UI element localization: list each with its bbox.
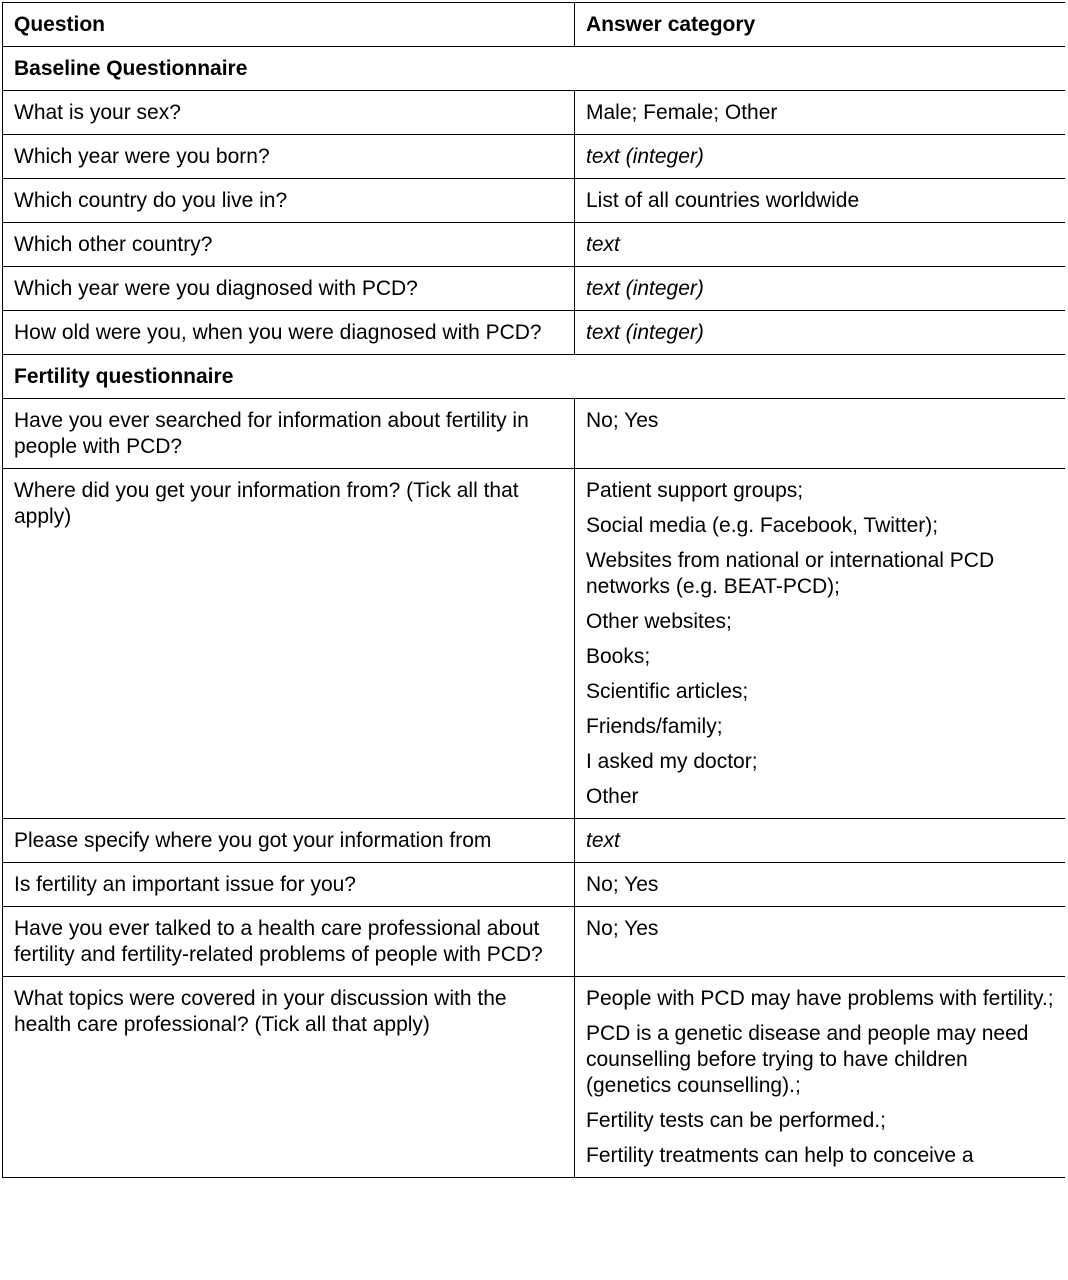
question-cell: Have you ever searched for information about fertility in people with PCD?: [3, 399, 575, 469]
answer-option: Fertility tests can be performed.;: [586, 1109, 886, 1132]
question-cell: What is your sex?: [3, 91, 575, 135]
question-cell: What topics were covered in your discussion with the health care professional? (Tick all that apply): [3, 977, 575, 1178]
answer-option: text (integer): [586, 145, 704, 168]
answer-cell: [575, 977, 1066, 1178]
answer-option: I asked my doctor;: [586, 750, 758, 773]
table-row: [3, 179, 1066, 223]
answer-option: Social media (e.g. Facebook, Twitter);: [586, 514, 939, 537]
table-row: [3, 223, 1066, 267]
questionnaire-table: [2, 2, 1065, 1178]
question-cell: Please specify where you got your information from: [3, 819, 575, 863]
answer-option: Other: [586, 785, 639, 808]
answer-option: Patient support groups;: [586, 479, 804, 502]
table-row: [3, 399, 1066, 469]
table-row: [3, 135, 1066, 179]
answer-option: Friends/family;: [586, 715, 723, 738]
table-row: [3, 907, 1066, 977]
question-cell: Have you ever talked to a health care professional about fertility and fertility-related problems of people with PCD?: [3, 907, 575, 977]
table-row: [3, 469, 1066, 819]
questionnaire-document: [2, 2, 1065, 1272]
table-row: [3, 91, 1066, 135]
table-body: [3, 47, 1066, 1178]
table-header-row: [3, 3, 1066, 47]
answer-cell: [575, 179, 1066, 223]
table-row: [3, 311, 1066, 355]
question-cell: Is fertility an important issue for you?: [3, 863, 575, 907]
answer-option: Male; Female; Other: [586, 101, 778, 124]
answer-option: Fertility treatments can help to conceive a: [586, 1144, 974, 1167]
answer-option: Other websites;: [586, 610, 732, 633]
answer-cell: [575, 399, 1066, 469]
answer-option: People with PCD may have problems with fertility.;: [586, 987, 1054, 1010]
answer-option: text: [586, 829, 620, 852]
table-row: [3, 819, 1066, 863]
section-title: Fertility questionnaire: [3, 355, 1066, 399]
answer-cell: [575, 469, 1066, 819]
answer-cell: [575, 223, 1066, 267]
question-cell: How old were you, when you were diagnosed with PCD?: [3, 311, 575, 355]
answer-cell: [575, 863, 1066, 907]
answer-option: Books;: [586, 645, 651, 668]
question-cell: Which other country?: [3, 223, 575, 267]
answer-cell: [575, 267, 1066, 311]
question-cell: Which year were you born?: [3, 135, 575, 179]
answer-option: List of all countries worldwide: [586, 189, 860, 212]
answer-option: Websites from national or international PCD networks (e.g. BEAT-PCD);: [586, 549, 995, 598]
answer-cell: [575, 819, 1066, 863]
answer-cell: [575, 311, 1066, 355]
answer-option: No; Yes: [586, 409, 659, 432]
question-cell: Where did you get your information from? (Tick all that apply): [3, 469, 575, 819]
section-title: Baseline Questionnaire: [3, 47, 1066, 91]
answer-option: No; Yes: [586, 873, 659, 896]
section-header-row: [3, 355, 1066, 399]
answer-cell: [575, 135, 1066, 179]
question-cell: Which country do you live in?: [3, 179, 575, 223]
answer-option: No; Yes: [586, 917, 659, 940]
answer-cell: [575, 907, 1066, 977]
table-row: [3, 977, 1066, 1178]
answer-option: text (integer): [586, 277, 704, 300]
column-header-question: Question: [3, 3, 575, 47]
table-row: [3, 863, 1066, 907]
column-header-answer: Answer category: [575, 3, 1066, 47]
answer-option: PCD is a genetic disease and people may need counselling before trying to have children (genetics counselling).;: [586, 1022, 1029, 1097]
answer-option: text: [586, 233, 620, 256]
answer-option: text (integer): [586, 321, 704, 344]
question-cell: Which year were you diagnosed with PCD?: [3, 267, 575, 311]
section-header-row: [3, 47, 1066, 91]
table-row: [3, 267, 1066, 311]
answer-option: Scientific articles;: [586, 680, 749, 703]
answer-cell: [575, 91, 1066, 135]
